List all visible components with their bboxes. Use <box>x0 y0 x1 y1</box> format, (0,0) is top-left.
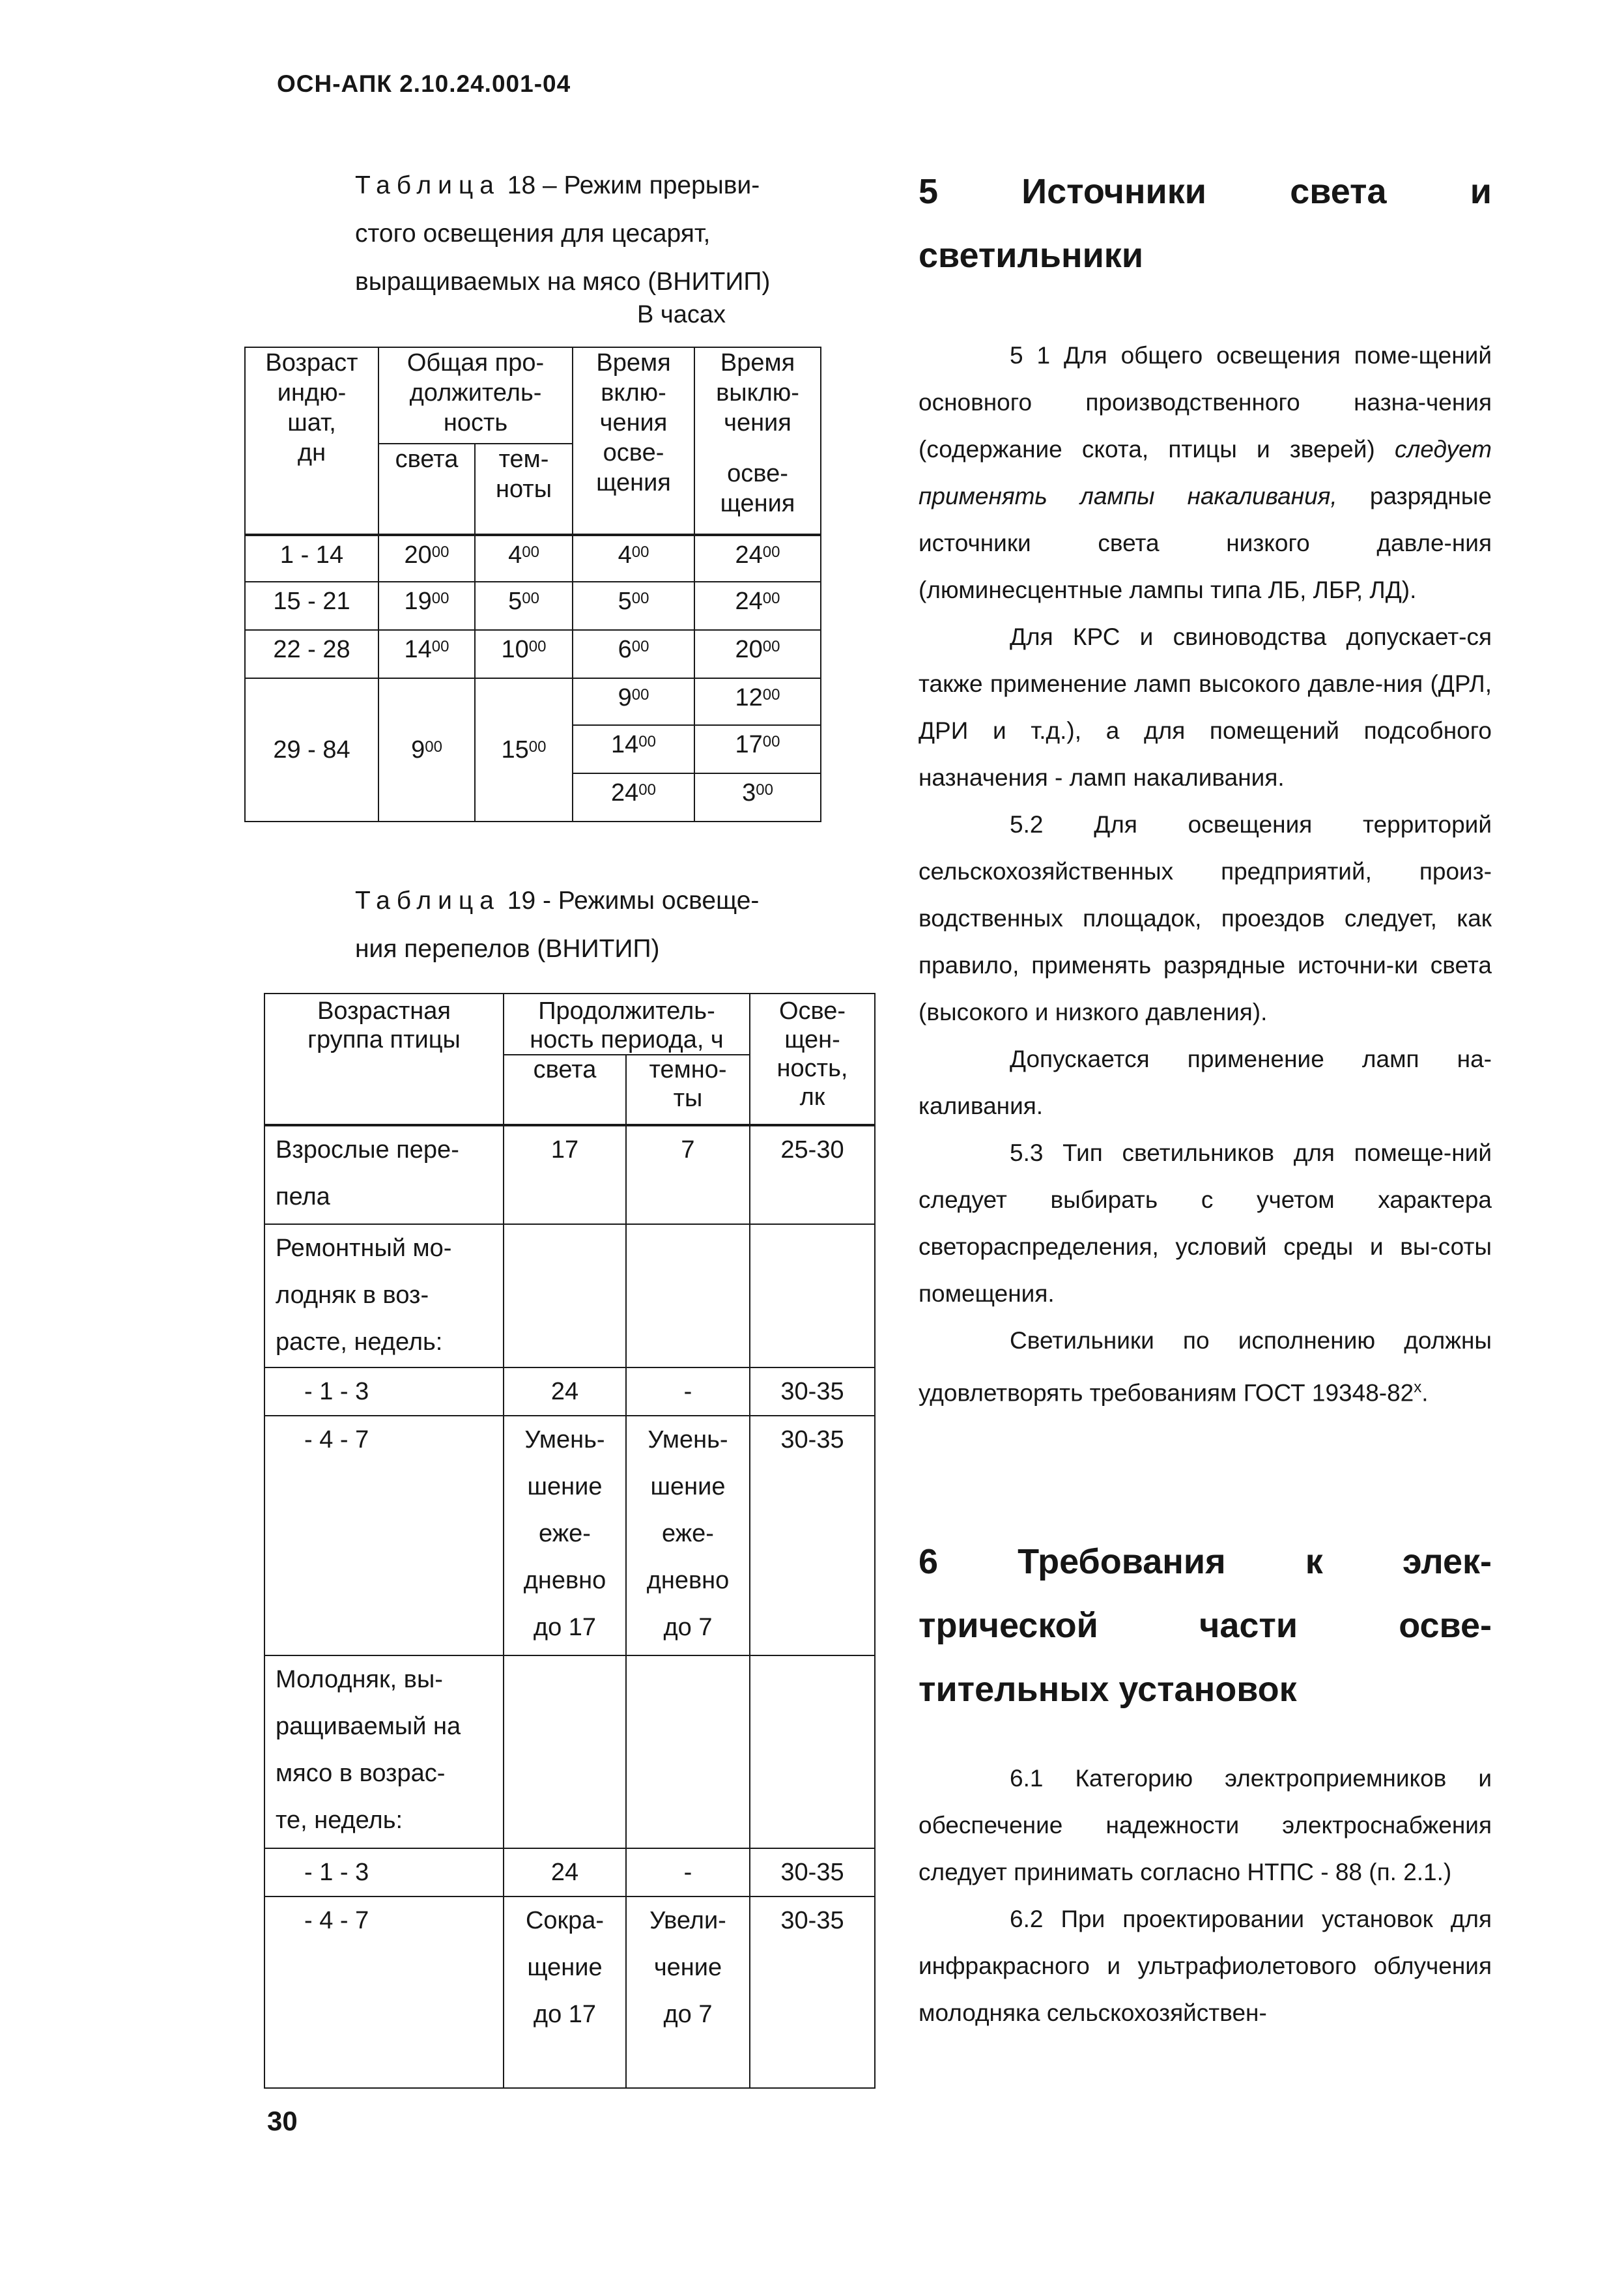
section6-heading: 6 Требования к элек- трической части осве- тительных установок <box>919 1542 1492 1709</box>
t19-head-duration: Продолжитель- ность периода, ч <box>504 994 750 1055</box>
table18-caption <box>355 162 870 306</box>
table-row: Взрослые пере- пела 17 7 25-30 <box>264 1125 875 1224</box>
paragraph-5-3: 5.3 Тип светильников для помеще-ний следует выбирать с учетом характера светораспределения, условий среды и вы-соты помещения. <box>919 1139 1492 1307</box>
section5-body <box>919 332 1492 1416</box>
table18-caption-line3: выращиваемых на мясо (ВНИТИП) <box>355 268 771 296</box>
t19-head-dark: темно- ты <box>626 1055 750 1125</box>
table18-caption-line2: стого освещения для цесарят, <box>355 220 711 248</box>
t18-head-on: Время вклю- чения осве- щения <box>573 347 694 535</box>
table-row: $24^{00}$ $3^{00}$ <box>245 773 821 822</box>
table-row: - 1 - 3 24 - 30-35 <box>264 1367 875 1416</box>
t18-head-light: света <box>378 444 475 535</box>
table-row: 1 - 14 $20^{00}$ $4^{00}$ $4^{00}$ $24^{00}$ <box>245 535 821 582</box>
t18-head-dark: тем- ноты <box>475 444 573 535</box>
t18-head-off: Время выклю- чения осве- щения <box>694 347 821 535</box>
table18-unit: В часах <box>637 301 726 328</box>
table19 <box>264 993 876 2089</box>
table18-caption-line1: 18 – Режим прерыви- <box>507 171 760 199</box>
t18-head-total: Общая про- должитель- ность <box>378 347 573 444</box>
table-row: - 4 - 7 Сокра- щение до 17 Увели- чение до 7 30-35 <box>264 1896 875 2088</box>
table19-caption-line1: 19 - Режимы освеще- <box>507 887 760 915</box>
t18-head-age: Возраст индю- шат, дн <box>245 347 378 535</box>
t19-head-light: света <box>504 1055 626 1125</box>
document-code: ОСН-АПК 2.10.24.001-04 <box>277 70 571 97</box>
table-row: - 1 - 3 24 - 30-35 <box>264 1848 875 1896</box>
section6-body <box>919 1755 1492 2037</box>
t19-head-illum: Осве- щен- ность, лк <box>750 994 875 1125</box>
paragraph-5-1: 5 1 Для общего освещения поме-щений основного производственного назна-чения (содержание скота, птицы и зверей) следует применять лампы накаливания, разрядные источники света низкого давле-ния (люминесцентные лампы типа ЛБ, ЛБР, ЛД). <box>919 342 1492 603</box>
t19-head-group: Возрастная группа птицы <box>264 994 504 1125</box>
paragraph-5-2-note: Допускается применение ламп на-каливания. <box>919 1046 1492 1119</box>
paragraph-5-1-krs: Для КРС и свиноводства допускает-ся также применение ламп высокого давле-ния (ДРЛ, ДРИ и т.д.), а для помещений подсобного назначения - ламп накаливания. <box>919 623 1492 791</box>
table19-caption-line2: ния перепелов (ВНИТИП) <box>355 935 660 963</box>
table19-caption-word: Таблица <box>355 887 500 915</box>
table18-caption-word: Таблица <box>355 171 500 199</box>
table-row: $14^{00}$ $17^{00}$ <box>245 725 821 773</box>
paragraph-6-2: 6.2 При проектировании установок для инфракрасного и ультрафиолетового облучения молодняка сельскохозяйствен- <box>919 1906 1492 2026</box>
table-row: 15 - 21 $19^{00}$ $5^{00}$ $5^{00}$ $24^{00}$ <box>245 582 821 630</box>
table-row: Молодняк, вы- ращиваемый на мясо в возрас- те, недель: <box>264 1655 875 1848</box>
table18 <box>244 347 821 822</box>
table19-caption <box>355 877 870 973</box>
section5-heading: 5 Источники света и светильники <box>919 172 1492 275</box>
table-row: 22 - 28 $14^{00}$ $10^{00}$ $6^{00}$ $20^{00}$ <box>245 630 821 678</box>
paragraph-5-2: 5.2 Для освещения территорий сельскохозяйственных предприятий, произ-водственных площадок, проездов следует, как правило, применять разрядные источни-ки света (высокого и низкого давления). <box>919 811 1492 1025</box>
table-row: - 4 - 7 Умень- шение еже- дневно до 17 Умень- шение еже- дневно до 7 30-35 <box>264 1416 875 1655</box>
paragraph-6-1: 6.1 Категорию электроприемников и обеспечение надежности электроснабжения следует принимать согласно НТПС - 88 (п. 2.1.) <box>919 1765 1492 1885</box>
page-number: 30 <box>267 2106 298 2136</box>
paragraph-5-3-gost: Светильники по исполнению должны удовлетворять требованиям ГОСТ 19348-82$^x$. <box>919 1327 1492 1407</box>
table-row: Ремонтный мо- лодняк в воз- расте, недель: <box>264 1224 875 1367</box>
table-row: 29 - 84 $9^{00}$ $15^{00}$ $9^{00}$ $12^{00}$ <box>245 678 821 725</box>
